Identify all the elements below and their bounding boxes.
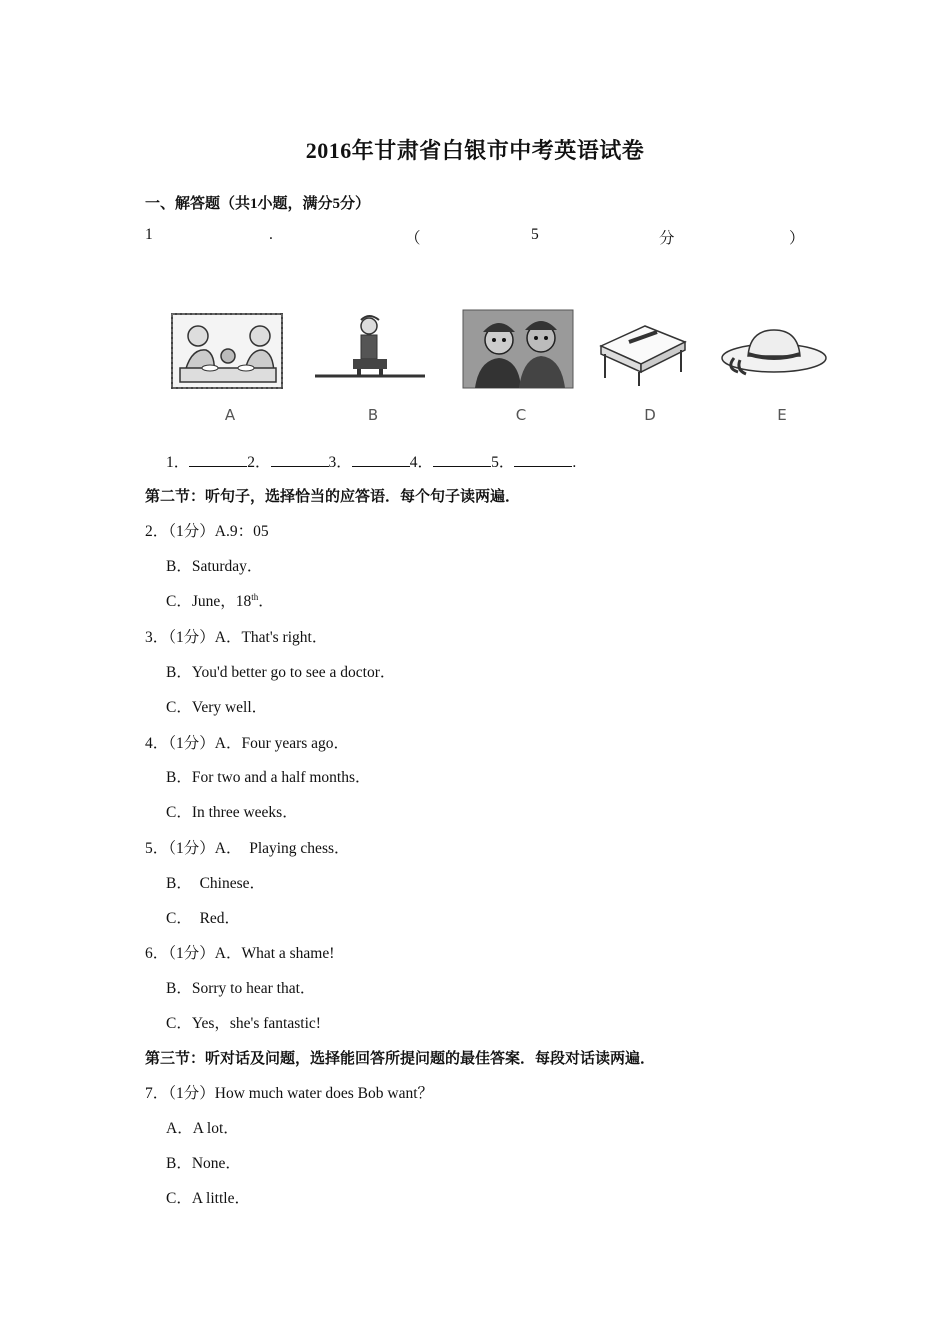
person-sitting-picture — [313, 306, 428, 424]
question-4-option-c: C．In three weeks． — [166, 804, 298, 821]
family-dinner-picture — [170, 306, 285, 424]
question-2-option-c — [166, 589, 274, 611]
question-2-stem: 2．（1分）A.9：05 — [145, 523, 269, 540]
picture-label-d: D — [644, 406, 656, 424]
question-6-option-b: B．Sorry to hear that． — [166, 980, 316, 997]
blank-2[interactable] — [271, 452, 329, 467]
question-5-option-b: B． Chinese． — [166, 875, 266, 892]
section3-heading: 第三节：听对话及问题，选择能回答所提问题的最佳答案．每段对话读两遍． — [145, 1051, 656, 1067]
q1-unit: 分 — [659, 230, 675, 247]
blank-end: . — [572, 454, 577, 471]
blank-label-1: 1． — [166, 454, 190, 471]
blank-5[interactable] — [514, 452, 572, 467]
q1-dot: . — [269, 226, 273, 243]
section2-heading: 第二节：听句子，选择恰当的应答语．每个句子读两遍． — [145, 489, 521, 505]
answer-blanks — [166, 450, 576, 472]
page-title: 2016年甘肃省白银市中考英语试卷 — [305, 138, 645, 163]
question-7-option-b: B．None． — [166, 1155, 241, 1172]
question-4-option-b: B．For two and a half months． — [166, 769, 371, 786]
two-people-picture — [461, 306, 576, 424]
picture-label-a: A — [224, 406, 236, 424]
q1-number: 1 — [145, 226, 153, 243]
blank-label-3: 3． — [328, 454, 352, 471]
q2-option-c-text: C．June，18 — [166, 593, 252, 610]
q1-right-paren: ） — [789, 230, 805, 247]
desk-with-pencil-picture — [595, 306, 710, 424]
question-6-stem: 6．（1分）A．What a shame! — [145, 945, 335, 962]
question-7-option-c: C．A little． — [166, 1190, 250, 1207]
picture-label-c: C — [515, 406, 527, 424]
picture-row — [165, 306, 835, 431]
question-6-option-c: C．Yes，she's fantastic! — [166, 1015, 321, 1032]
q2-option-c-sup: th — [251, 591, 259, 602]
q1-score: 5 — [531, 226, 539, 243]
question-1-header — [145, 226, 805, 248]
picture-label-b: B — [367, 406, 379, 424]
section1-heading: 一、解答题（共1小题，满分5分） — [145, 196, 371, 212]
question-3-stem: 3．（1分）A．That's right． — [145, 629, 328, 646]
blank-4[interactable] — [433, 452, 491, 467]
question-7-stem: 7．（1分）How much water does Bob want？ — [145, 1085, 433, 1102]
question-4-stem: 4．（1分）A．Four years ago． — [145, 735, 350, 752]
question-2-option-b: B．Saturday． — [166, 558, 263, 575]
blank-label-4: 4． — [409, 454, 434, 471]
question-3-option-b: B．You'd better go to see a doctor． — [166, 664, 396, 681]
blank-1[interactable] — [189, 452, 247, 467]
blank-label-2: 2． — [247, 454, 271, 471]
q1-left-paren: （ — [405, 230, 421, 247]
blank-3[interactable] — [352, 452, 410, 467]
question-7-option-a: A．A lot． — [166, 1120, 239, 1137]
blank-label-5: 5． — [491, 454, 515, 471]
picture-label-e: E — [777, 406, 787, 424]
sun-hat-picture — [718, 306, 833, 424]
q2-option-c-end: ． — [258, 593, 274, 610]
question-5-stem: 5．（1分）A． Playing chess． — [145, 840, 350, 857]
question-3-option-c: C．Very well． — [166, 699, 268, 716]
question-5-option-c: C． Red． — [166, 910, 241, 927]
